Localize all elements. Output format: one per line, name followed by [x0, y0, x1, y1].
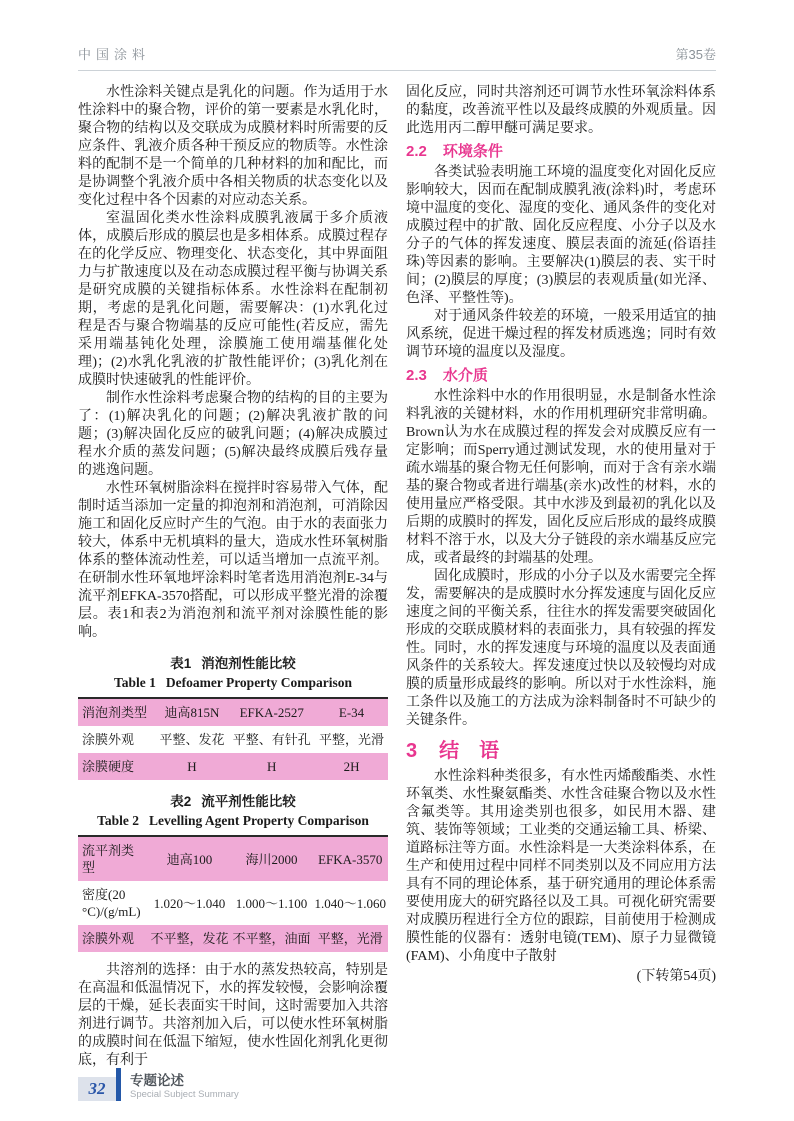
- table-cell: EFKA-2527: [239, 705, 304, 720]
- table-row: [78, 881, 388, 925]
- table1-caption-en-title: Defoamer Property Comparison: [165, 675, 353, 690]
- table1-caption-en: [78, 673, 388, 692]
- table-cell: 迪高815N: [164, 705, 220, 720]
- page-footer: [78, 1068, 239, 1101]
- table-row: [78, 836, 388, 881]
- table2-caption-zh-label: 表2: [170, 794, 192, 809]
- table-cell: 海川2000: [245, 851, 298, 867]
- table2-caption-en-label: Table 2: [97, 813, 140, 828]
- footer-divider-bar: [116, 1068, 121, 1101]
- paragraph: 共溶剂的选择：由于水的蒸发热较高，特别是在高温和低温情况下，水的挥发较慢，会影响涂覆层的干燥，延长表面实干时间，这时需要加入共溶剂进行调节。共溶剂加入后，可以使水性环氧树脂的成膜时间在低温下缩短，使水性固化剂乳化更彻底，有利于: [78, 963, 388, 1068]
- table-cell: 平整、发花: [159, 732, 225, 747]
- table-cell: H: [187, 759, 197, 774]
- article-body: [78, 84, 716, 1070]
- paragraph: 水性涂料中水的作用很明显，水是制备水性涂料乳液的关键材料，水的作用机理研究非常明确。Brown认为水在成膜过程的挥发会对成膜反应有一定影响；而Sperry通过测试发现，水的使用量对于疏水端基的聚合物无任何影响，而对于含有亲水端基的聚合物或者进行端基(亲水)改性的材料，水的使用量应严格受限。其中水涉及到最初的乳化以及后期的成膜时的挥发，固化反应后形成的最终成膜材料不溶于水，以及大分子链段的亲水端基反应完成，或者最终的封端基的处理。: [406, 389, 716, 566]
- table-cell: 涂膜硬度: [82, 759, 135, 774]
- table-row: [78, 698, 388, 726]
- table-cell: 密度(20 °C)/(g/mL): [82, 887, 141, 919]
- right-column: [406, 84, 716, 1070]
- paragraph: 制作水性涂料考虑聚合物的结构的目的主要为了：(1)解决乳化的问题；(2)解决乳液扩散的问题；(3)解决固化反应的破乳问题；(4)解决成膜过程水介质的蒸发问题；(5)解决最终成膜后残存量的逃逸问题。: [78, 391, 388, 478]
- table1-block: [78, 654, 388, 780]
- levelling-agent-comparison-table: [78, 835, 388, 952]
- table-cell: 消泡剂类型: [82, 705, 148, 720]
- table-cell: 平整，光滑: [317, 931, 383, 946]
- section-number: 3: [406, 740, 418, 762]
- paragraph: 室温固化类水性涂料成膜乳液属于多介质液体，成膜后形成的膜层也是多相体系。成膜过程存在的化学反应、物理变化、状态变化，其中界面阻力与扩散速度以及在动态成膜过程平衡与协调关系是研究成膜的关键指标体系。水性涂料在配制初期，考虑的是乳化问题，需要解决：(1)水乳化过程是否与聚合物端基的反应可能性(若反应，需先采用端基钝化处理，涂膜施工使用端基催化处理)；(2)水乳化乳液的扩散性能评价；(3)乳化剂在成膜时快速破乳的性能评价。: [78, 211, 388, 388]
- table-cell: 1.020～1.040: [153, 895, 226, 911]
- table-cell: 流平剂类型: [82, 843, 135, 875]
- table1-caption-zh-title: 消泡剂性能比较: [201, 656, 296, 671]
- journal-title: 中国涂料: [78, 47, 151, 62]
- paragraph: 固化成膜时，形成的小分子以及水需要完全挥发，需要解决的是成膜时水分挥发速度与固化反应速度之间的平衡关系，往往水的挥发需要突破固化形成的交联成膜材料的表面张力，具有较强的挥发性。同时，水的挥发速度与环境的温度以及表面通风条件的关系较大。挥发速度过快以及较慢均对成膜的质量形成最终的影响。所以对于水性涂料，施工条件以及施工的方法成为涂料制备时不可缺少的关键条件。: [406, 569, 716, 728]
- table2-block: [78, 792, 388, 952]
- paragraph: 水性涂料种类很多，有水性丙烯酸酯类、水性环氧类、水性聚氨酯类、水性含硅聚合物以及水性含氟类等。其用途类别也很多，如民用木器、建筑、装饰等领域；工业类的交通运输工具、桥梁、道路标注等方面。水性涂料是一大类涂料体系，在生产和使用过程中同样不同类别以及不同应用方法具有不同的理论体系，基于研究通用的理论体系需要使用庞大的研究路径以及工具。可视化研究需要对成膜历程进行全方位的跟踪，目前使用于检测成膜性能的仪器有：透射电镜(TEM)、原子力显微镜(FAM)、小角度中子散射: [406, 769, 716, 964]
- table-cell: 不平整，发花: [150, 931, 229, 946]
- paragraph: 水性涂料关键点是乳化的问题。作为适用于水性涂料中的聚合物，评价的第一要素是水乳化时，聚合物的结构以及交联成为成膜材料时所需要的反应条件、乳液介质各种干预反应的物质等。水性涂料的配制不是一个简单的几种材料的加和配比，而是协调整个乳液介质中各相关物质的状态变化以及变化过程中各个因素的对应动态关系。: [78, 85, 388, 208]
- table2-caption-en: [78, 811, 388, 830]
- column-name-zh: 专题论述: [130, 1073, 184, 1088]
- table1-caption-en-label: Table 1: [113, 675, 156, 690]
- table-cell: 迪高100: [166, 851, 213, 867]
- section-heading-3: [406, 742, 716, 760]
- table-cell: 2H: [343, 759, 360, 774]
- table2-caption-zh-title: 流平剂性能比较: [201, 794, 296, 809]
- table-cell: 1.040～1.060: [314, 895, 386, 911]
- table-row: [78, 726, 388, 753]
- table-cell: E-34: [338, 705, 365, 720]
- table-cell: EFKA-3570: [318, 851, 383, 867]
- paragraph: 水性环氧树脂涂料在搅拌时容易带入气体，配制时适当添加一定量的抑泡剂和消泡剂，可消除因施工和固化反应时产生的气泡。由于水的表面张力较大，体系中无机填料的量大，造成水性环氧树脂体系的整体流动性差，可以适当增加一点流平剂。在研制水性环氧地坪涂料时笔者选用消泡剂E-34与流平剂EFKA-3570搭配，可以形成平整光滑的涂覆层。表1和表2为消泡剂和流平剂对涂膜性能的影响。: [78, 481, 388, 640]
- page-header: [78, 44, 716, 71]
- paragraph: 对于通风条件较差的环境，一般采用适宜的抽风系统，促进干燥过程的挥发材质逃逸；同时有效调节环境的温度以及湿度。: [406, 309, 716, 360]
- column-name-en: Special Subject Summary: [130, 1089, 239, 1100]
- section-title: 环境条件: [442, 143, 503, 160]
- table2-caption-zh: [78, 792, 388, 811]
- section-number: 2.2: [406, 143, 427, 160]
- table-cell: 1.000～1.100: [235, 895, 308, 911]
- section-title: 结 语: [439, 740, 500, 762]
- footer-column-name: [130, 1073, 239, 1101]
- defoamer-comparison-table: [78, 697, 388, 780]
- volume-label: 第35卷: [675, 47, 716, 62]
- table-row: [78, 753, 388, 780]
- section-number: 2.3: [406, 367, 427, 384]
- table-row: [78, 925, 388, 952]
- left-column: [78, 84, 388, 1070]
- section-title: 水介质: [442, 367, 488, 384]
- paragraph: 各类试验表明施工环境的温度变化对固化反应影响较大，因而在配制成膜乳液(涂料)时，考虑环境中温度的变化、湿度的变化、通风条件的变化对成膜过程中的扩散、固化反应程度、小分子以及水分子的气体的挥发速度、膜层表面的流延(俗语挂珠)等因素的影响。主要解决(1)膜层的表、实干时间；(2)膜层的厚度；(3)膜层的表观质量(如光泽、色泽、平整性等)。: [406, 165, 716, 306]
- page-number: 32: [78, 1077, 116, 1101]
- section-heading-2-2: [406, 143, 716, 161]
- table1-caption-zh-label: 表1: [170, 656, 192, 671]
- table2-caption-en-title: Levelling Agent Property Comparison: [149, 813, 369, 828]
- table-cell: 平整、有针孔: [232, 732, 311, 747]
- table-cell: 涂膜外观: [82, 732, 135, 747]
- table-cell: H: [267, 759, 277, 774]
- continued-on-page-note: (下转第54页): [636, 969, 716, 984]
- table-cell: 涂膜外观: [82, 931, 135, 946]
- table-cell: 不平整，油面: [232, 931, 311, 946]
- table-cell: 平整，光滑: [319, 732, 385, 747]
- table1-caption-zh: [78, 654, 388, 673]
- section-heading-2-3: [406, 367, 716, 385]
- paragraph: 固化反应，同时共溶剂还可调节水性环氧涂料体系的黏度，改善流平性以及最终成膜的外观质量。因此选用丙二醇甲醚可满足要求。: [406, 85, 716, 136]
